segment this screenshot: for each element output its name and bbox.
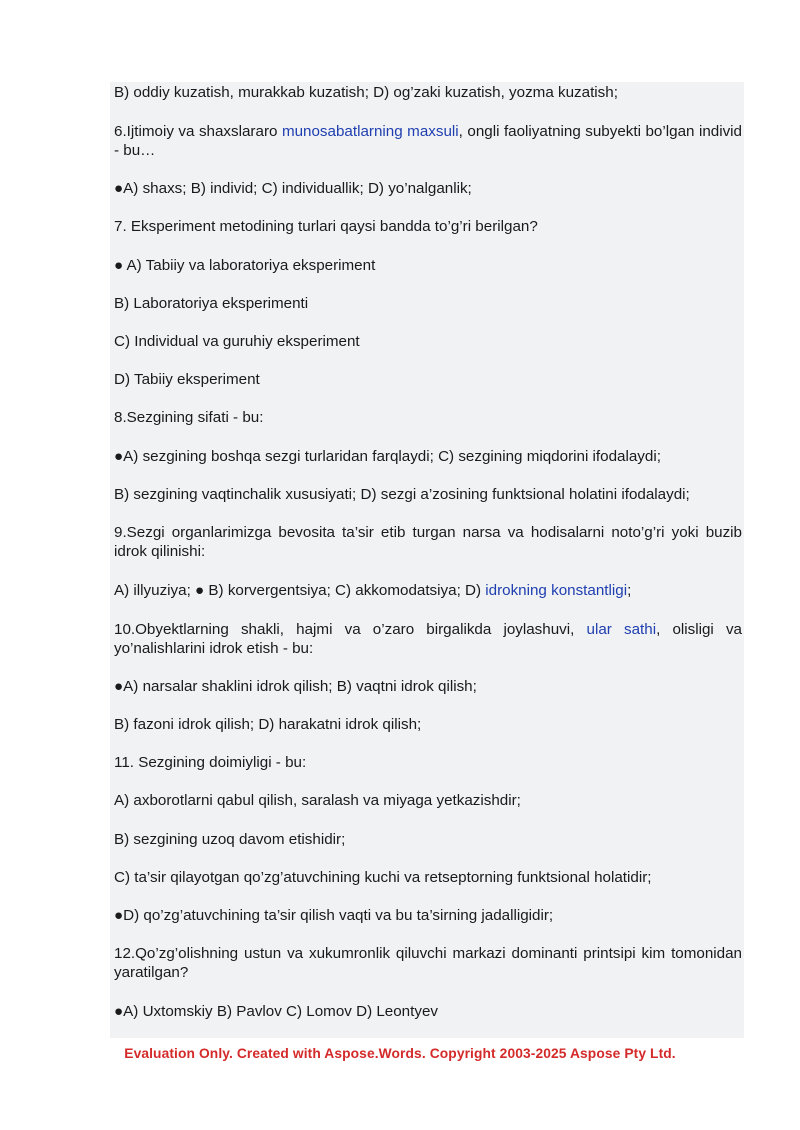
question-10: 10.Obyektlarning shakli, hajmi va o’zaro birgalikda joylashuvi, ular sathi, olisligi va yo’nalishlarini idrok etish - bu: <box>114 621 742 657</box>
answer-line: A) illyuziya; ● B) korvergentsiya; C) akkomodatsiya; D) idrokning konstantligi; <box>114 582 632 599</box>
question-7: 7. Eksperiment metodining turlari qaysi bandda to’g’ri berilgan? <box>114 218 538 235</box>
hyperlink[interactable]: munosabatlarning maxsuli <box>281 123 459 140</box>
question-9: 9.Sezgi organlarimizga bevosita ta’sir etib turgan narsa va hodisalarni noto’g’ri yoki buzib idrok qilinishi: <box>114 524 742 560</box>
answer-line: ●A) Uxtomskiy B) Pavlov C) Lomov D) Leontyev <box>114 1003 438 1020</box>
answer-line: B) sezgining vaqtinchalik xususiyati; D) sezgi a’zosining funktsional holatini ifodalaydi; <box>114 486 690 503</box>
option-c: C) ta’sir qilayotgan qo’zg’atuvchining kuchi va retseptorning funktsional holatidir; <box>114 869 652 886</box>
answer-line: ●A) sezgining boshqa sezgi turlaridan farqlaydi; C) sezgining miqdorini ifodalaydi; <box>114 448 661 465</box>
answer-line: B) fazoni idrok qilish; D) harakatni idrok qilish; <box>114 716 422 733</box>
question-6: 6.Ijtimoiy va shaxslararo munosabatlarning maxsuli, ongli faoliyatning subyekti bo’lgan individ - bu… <box>114 123 743 159</box>
hyperlink[interactable]: ular sathi <box>586 621 657 638</box>
evaluation-watermark: Evaluation Only. Created with Aspose.Words. Copyright 2003-2025 Aspose Pty Ltd. <box>124 1046 676 1061</box>
option-b: B) Laboratoriya eksperimenti <box>114 295 309 312</box>
answer-line: ●A) shaxs; B) individ; C) individuallik; D) yo’nalganlik; <box>114 180 472 197</box>
question-11: 11. Sezgining doimiyligi - bu: <box>114 754 307 771</box>
option-c: C) Individual va guruhiy eksperiment <box>114 333 360 350</box>
question-8: 8.Sezgining sifati - bu: <box>114 409 264 426</box>
answer-line: B) oddiy kuzatish, murakkab kuzatish; D) og’zaki kuzatish, yozma kuzatish; <box>114 84 618 101</box>
option-d: D) Tabiiy eksperiment <box>114 371 260 388</box>
option-b: B) sezgining uzoq davom etishidir; <box>114 831 346 848</box>
option-a: A) axborotlarni qabul qilish, saralash va miyaga yetkazishdir; <box>114 792 521 809</box>
question-12: 12.Qo’zg’olishning ustun va xukumronlik qiluvchi markazi dominanti printsipi kim tomonidan yaratilgan? <box>114 945 742 981</box>
hyperlink[interactable]: idrokning konstantligi <box>485 582 628 599</box>
option-d: ●D) qo’zg’atuvchining ta’sir qilish vaqti va bu ta’sirning jadalligidir; <box>114 907 554 924</box>
answer-line: ●A) narsalar shaklini idrok qilish; B) vaqtni idrok qilish; <box>114 678 477 695</box>
option-a: ● A) Tabiiy va laboratoriya eksperiment <box>114 257 376 274</box>
